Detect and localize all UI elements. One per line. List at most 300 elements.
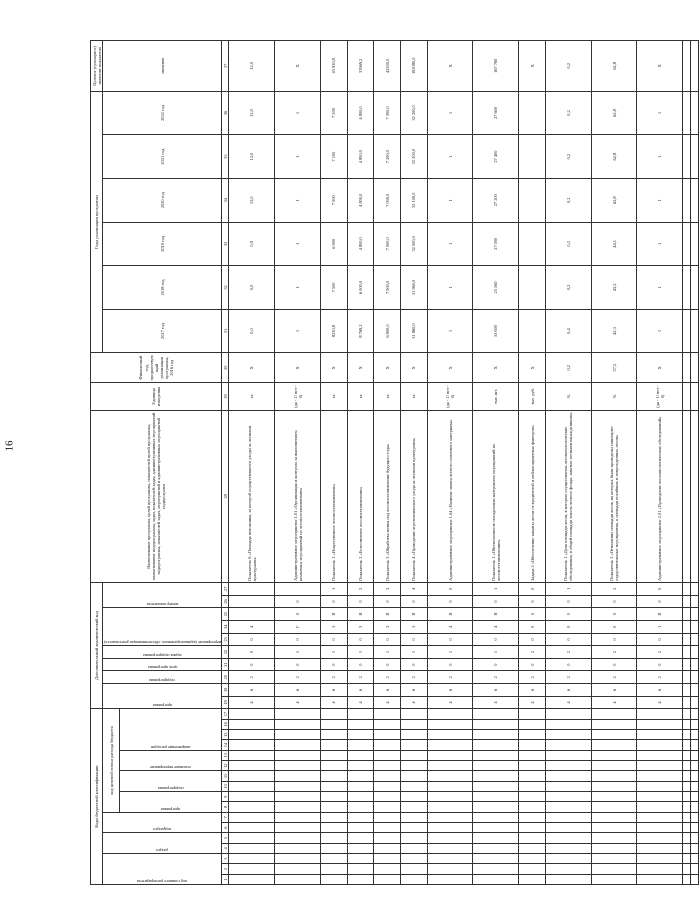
row-year-value: 6 800,0 xyxy=(374,309,401,353)
header-year: 2019 год xyxy=(103,222,222,266)
column-number: 29 xyxy=(222,383,229,411)
column-number: 3 xyxy=(222,854,229,864)
blank-cell xyxy=(691,730,699,740)
budget-code-cell xyxy=(545,854,591,864)
budget-code-cell xyxy=(637,874,683,884)
header-final-group: Целевое (суммарное) значение показателя xyxy=(91,41,103,92)
budget-code-cell xyxy=(401,823,428,833)
header-budget-codes: Коды бюджетной классификации xyxy=(91,709,103,885)
header-program xyxy=(120,792,222,813)
row-year-value: 7 000 xyxy=(320,178,347,222)
budget-code-cell xyxy=(591,864,637,874)
budget-code-cell xyxy=(374,802,401,812)
header-section xyxy=(103,833,222,854)
blank-cell xyxy=(691,792,699,802)
row-name: Показатель 3 «Обработка почвы под лесовосстановление будущего года» xyxy=(374,410,401,582)
analytic-code-cell: 1 xyxy=(320,646,347,659)
row-unit: га xyxy=(401,383,428,411)
analytic-code-cell: 0 xyxy=(545,608,591,621)
budget-code-cell xyxy=(427,719,473,729)
column-number: 8 xyxy=(222,802,229,812)
budget-code-cell xyxy=(519,823,546,833)
analytic-code-cell: 1 xyxy=(320,582,347,595)
budget-code-cell xyxy=(637,823,683,833)
budget-code-cell xyxy=(401,719,428,729)
budget-code-cell xyxy=(519,874,546,884)
analytic-code-cell: 0 xyxy=(347,595,374,608)
analytic-code-cell: 0 xyxy=(320,595,347,608)
budget-code-cell xyxy=(591,843,637,853)
row-final-value: 33969,2 xyxy=(347,41,374,92)
header-subsection xyxy=(103,812,222,833)
column-number: 20 xyxy=(222,671,229,684)
analytic-code-cell: 1 xyxy=(473,582,519,595)
row-year-value: 27 600 xyxy=(473,91,519,135)
column-number: 25 xyxy=(222,608,229,621)
analytic-code-cell: 1 xyxy=(401,646,428,659)
row-year-value: 44,1 xyxy=(591,222,637,266)
row-year-value: 0,2 xyxy=(545,91,591,135)
row-year-value: 7 000,0 xyxy=(374,222,401,266)
budget-code-cell xyxy=(401,771,428,781)
analytic-code-cell: 0 xyxy=(374,658,401,671)
analytic-code-cell: 0 xyxy=(275,608,321,621)
analytic-code-cell: Я xyxy=(347,608,374,621)
budget-code-cell xyxy=(519,761,546,771)
analytic-code-cell: 1 xyxy=(374,646,401,659)
budget-code-cell xyxy=(591,781,637,791)
analytic-code-cell: 1 xyxy=(275,646,321,659)
analytic-code-cell: 2 xyxy=(637,671,683,684)
blank-cell xyxy=(691,309,699,353)
column-number: 30 xyxy=(222,353,229,383)
analytic-code-cell: 0 xyxy=(374,595,401,608)
row-final-value: 12,0 xyxy=(229,41,275,92)
header-fin-year: Финансовый год, предшествующий реализации программы, 2016 год xyxy=(91,353,222,383)
budget-code-cell xyxy=(275,709,321,719)
header-year: 2021 год xyxy=(103,135,222,179)
row-year-value: 7 200 xyxy=(320,91,347,135)
budget-code-cell xyxy=(229,833,275,843)
analytic-code-cell: 0 xyxy=(591,608,637,621)
budget-code-cell xyxy=(374,854,401,864)
budget-code-cell xyxy=(473,719,519,729)
analytic-code-cell: Я xyxy=(637,608,683,621)
budget-code-cell xyxy=(473,833,519,843)
row-year-value: 1 xyxy=(275,178,321,222)
analytic-code-cell: 2 xyxy=(427,671,473,684)
analytic-code-cell: 0 xyxy=(519,620,546,633)
budget-code-cell xyxy=(347,874,374,884)
row-year-value: 0,2 xyxy=(545,178,591,222)
analytic-code-cell: 1 xyxy=(347,646,374,659)
budget-code-cell xyxy=(229,761,275,771)
budget-code-cell xyxy=(473,792,519,802)
row-unit: тыс. шт. xyxy=(473,383,519,411)
analytic-code-cell: 1 xyxy=(637,620,683,633)
blank-cell xyxy=(691,222,699,266)
budget-code-cell xyxy=(275,854,321,864)
blank-cell xyxy=(683,719,691,729)
analytic-code-cell: 0 xyxy=(401,633,428,646)
row-year-value: 62,8 xyxy=(591,178,637,222)
table-row xyxy=(591,41,637,885)
budget-code-cell xyxy=(637,864,683,874)
row-year-value: 1 xyxy=(637,91,683,135)
row-year-value: 12,0 xyxy=(229,178,275,222)
row-name: Показатель 2 «Естественное лесовосстановление» xyxy=(347,410,374,582)
table-row xyxy=(401,41,428,885)
rotated-table-area xyxy=(90,40,665,885)
budget-code-cell xyxy=(401,843,428,853)
header-vertical-text: раздел xyxy=(156,848,169,854)
analytic-code-cell xyxy=(275,582,321,595)
budget-code-cell xyxy=(275,864,321,874)
column-number: 16 xyxy=(222,719,229,729)
blank-cell xyxy=(691,410,699,582)
row-year-value: 1 xyxy=(275,135,321,179)
column-number: 15 xyxy=(222,730,229,740)
budget-code-cell xyxy=(637,812,683,822)
budget-code-cell xyxy=(427,750,473,760)
budget-code-cell xyxy=(229,802,275,812)
analytic-code-cell: 0 xyxy=(320,633,347,646)
row-year-value: 32 000,0 xyxy=(401,222,428,266)
budget-code-cell xyxy=(320,719,347,729)
row-final-value: Х xyxy=(427,41,473,92)
column-number: 7 xyxy=(222,812,229,822)
row-year-value xyxy=(519,135,546,179)
analytic-code-cell: 0 xyxy=(401,658,428,671)
column-number: 9 xyxy=(222,792,229,802)
budget-code-cell xyxy=(519,792,546,802)
row-year-value: 4 800,0 xyxy=(347,222,374,266)
blank-cell xyxy=(683,309,691,353)
analytic-code-cell xyxy=(229,595,275,608)
row-year-value: 0,2 xyxy=(545,135,591,179)
blank-cell xyxy=(683,620,691,633)
budget-code-cell xyxy=(545,874,591,884)
row-year-value: 4 800,0 xyxy=(347,178,374,222)
budget-code-cell xyxy=(229,864,275,874)
header-vertical-text: номер показателя xyxy=(146,602,178,608)
row-name: Задача 2 «Обеспечение защиты лесов от вредителей и неблагоприятных факторов» xyxy=(519,410,546,582)
analytic-code-cell: 3 xyxy=(347,620,374,633)
budget-code-cell xyxy=(320,781,347,791)
analytic-code-cell: 0 xyxy=(473,658,519,671)
budget-code-cell xyxy=(374,761,401,771)
budget-code-cell xyxy=(347,730,374,740)
analytic-code-cell: Я xyxy=(401,608,428,621)
row-year-value xyxy=(519,222,546,266)
analytic-code-cell: 0 xyxy=(229,646,275,659)
budget-code-cell xyxy=(374,730,401,740)
analytic-code-cell: 0 xyxy=(427,633,473,646)
header-vertical-text: программа xyxy=(152,703,172,709)
header-year: 2018 год xyxy=(103,266,222,310)
column-number: 12 xyxy=(222,761,229,771)
analytic-code-cell: 2 xyxy=(519,646,546,659)
budget-code-cell xyxy=(519,750,546,760)
row-final-value: 192080,0 xyxy=(401,41,428,92)
budget-code-cell xyxy=(637,709,683,719)
row-unit: га xyxy=(229,383,275,411)
budget-code-cell xyxy=(473,781,519,791)
budget-code-cell xyxy=(591,874,637,884)
analytic-code-cell: 0 xyxy=(347,658,374,671)
budget-code-cell xyxy=(401,761,428,771)
blank-cell xyxy=(683,178,691,222)
row-year-value: 31 960,0 xyxy=(401,266,428,310)
column-number: 36 xyxy=(222,91,229,135)
budget-code-cell xyxy=(275,750,321,760)
row-name: Показатель 6 «Площадь питомника, за которой осуществляются уходы за лесными культурами» xyxy=(229,410,275,582)
row-year-value: 27 400 xyxy=(473,135,519,179)
row-year-value: 7 300,0 xyxy=(374,91,401,135)
analytic-code-cell: 4 xyxy=(427,620,473,633)
row-year-value: 32 200,0 xyxy=(401,91,428,135)
blank-cell xyxy=(683,383,691,411)
budget-code-cell xyxy=(591,792,637,802)
column-number: 19 xyxy=(222,684,229,697)
budget-code-cell xyxy=(374,740,401,750)
budget-code-cell xyxy=(519,781,546,791)
budget-code-cell xyxy=(591,802,637,812)
budget-code-cell xyxy=(347,833,374,843)
budget-code-cell xyxy=(591,833,637,843)
budget-code-cell xyxy=(545,740,591,750)
blank-cell xyxy=(683,792,691,802)
budget-code-cell xyxy=(637,761,683,771)
analytic-code-cell: 0 xyxy=(637,633,683,646)
analytic-code-cell: 4 xyxy=(427,696,473,709)
budget-code-cell xyxy=(637,730,683,740)
budget-code-cell xyxy=(374,864,401,874)
column-number: 4 xyxy=(222,843,229,853)
budget-code-cell xyxy=(401,874,428,884)
analytic-code-cell: 0 xyxy=(427,595,473,608)
row-year-value xyxy=(519,266,546,310)
table-row xyxy=(473,41,519,885)
budget-code-cell xyxy=(374,843,401,853)
budget-code-cell xyxy=(545,761,591,771)
analytic-code-cell: 6 xyxy=(401,684,428,697)
blank-cell xyxy=(691,709,699,719)
blank-cell xyxy=(691,135,699,179)
analytic-code-cell: 0 xyxy=(519,582,546,595)
row-final-value: Х xyxy=(275,41,321,92)
budget-code-cell xyxy=(519,802,546,812)
blank-cell xyxy=(691,178,699,222)
analytic-code-cell: 2 xyxy=(347,671,374,684)
header-indicator xyxy=(103,582,222,607)
row-year-value: 32 100,0 xyxy=(401,178,428,222)
analytic-code-cell: 0 xyxy=(347,633,374,646)
row-year-value: 1 xyxy=(637,266,683,310)
blank-cell xyxy=(683,761,691,771)
row-name: Показатель 1 «Искусственное лесовосстановление» xyxy=(320,410,347,582)
budget-code-cell xyxy=(320,864,347,874)
budget-code-cell xyxy=(347,823,374,833)
budget-code-cell xyxy=(473,730,519,740)
row-year-value xyxy=(519,309,546,353)
row-year-value: 0,2 xyxy=(545,266,591,310)
budget-code-cell xyxy=(401,750,428,760)
budget-code-cell xyxy=(374,771,401,781)
analytic-code-cell: 6 xyxy=(229,684,275,697)
blank-cell xyxy=(683,608,691,621)
column-numbers-row xyxy=(222,41,229,885)
row-year-value: 32 200,0 xyxy=(401,135,428,179)
row-year-value: 12,0 xyxy=(229,91,275,135)
budget-code-cell xyxy=(347,802,374,812)
analytic-code-cell: 4 xyxy=(401,696,428,709)
budget-code-cell xyxy=(401,802,428,812)
column-number: 17 xyxy=(222,709,229,719)
blank-cell xyxy=(683,266,691,310)
row-year-value: 1 xyxy=(275,91,321,135)
budget-code-cell xyxy=(591,761,637,771)
column-number: 13 xyxy=(222,750,229,760)
analytic-code-cell: 2 xyxy=(545,646,591,659)
budget-code-cell xyxy=(591,854,637,864)
row-year-value: 4 800,0 xyxy=(347,91,374,135)
blank-cell xyxy=(691,595,699,608)
blank-cell xyxy=(683,684,691,697)
budget-code-cell xyxy=(473,761,519,771)
header-target xyxy=(103,658,222,671)
row-year-value: 4 800,0 xyxy=(347,135,374,179)
budget-code-cell xyxy=(229,771,275,781)
table-row xyxy=(347,41,374,885)
blank-cell xyxy=(691,582,699,595)
budget-code-cell xyxy=(401,781,428,791)
header-subprogram-col xyxy=(103,671,222,684)
analytic-code-cell: 0 xyxy=(229,658,275,671)
row-unit: (да - 1/ нет - 0) xyxy=(637,383,683,411)
column-number: 11 xyxy=(222,771,229,781)
row-unit: тыс. руб. xyxy=(519,383,546,411)
row-base-year: Х xyxy=(275,353,321,383)
header-vertical-text: подпрограмма xyxy=(157,786,184,792)
analytic-code-cell: 0 xyxy=(591,633,637,646)
row-base-year: Х xyxy=(401,353,428,383)
budget-code-cell xyxy=(473,812,519,822)
budget-code-cell xyxy=(275,730,321,740)
blank-cell xyxy=(683,771,691,781)
budget-code-cell xyxy=(320,761,347,771)
budget-code-cell xyxy=(374,792,401,802)
blank-cell xyxy=(691,671,699,684)
row-year-value: 1 xyxy=(427,91,473,135)
budget-code-cell xyxy=(473,823,519,833)
budget-code-cell xyxy=(545,802,591,812)
analytic-code-cell: 0 xyxy=(519,595,546,608)
budget-code-cell xyxy=(347,761,374,771)
budget-code-cell xyxy=(545,843,591,853)
blank-cell xyxy=(691,823,699,833)
budget-code-cell xyxy=(347,792,374,802)
analytic-code-cell: 0 xyxy=(591,658,637,671)
budget-code-cell xyxy=(275,812,321,822)
budget-code-cell xyxy=(427,761,473,771)
table-row xyxy=(427,41,473,885)
budget-code-cell xyxy=(320,709,347,719)
header-task xyxy=(103,646,222,659)
budget-code-cell xyxy=(374,823,401,833)
analytic-code-cell: 0 xyxy=(473,633,519,646)
budget-code-cell xyxy=(275,761,321,771)
table-row xyxy=(229,41,275,885)
column-number: 24 xyxy=(222,620,229,633)
row-year-value: 1 xyxy=(427,266,473,310)
blank-cell xyxy=(691,383,699,411)
blank-cell xyxy=(691,771,699,781)
analytic-code-cell: 0 xyxy=(275,595,321,608)
budget-code-cell xyxy=(591,740,637,750)
blank-cell xyxy=(683,595,691,608)
row-final-value: 62,8 xyxy=(591,41,637,92)
blank-cell xyxy=(683,696,691,709)
budget-code-cell xyxy=(427,792,473,802)
budget-code-cell xyxy=(427,864,473,874)
budget-code-cell xyxy=(427,740,473,750)
budget-code-cell xyxy=(519,843,546,853)
table-row xyxy=(545,41,591,885)
budget-code-cell xyxy=(637,740,683,750)
budget-code-cell xyxy=(427,730,473,740)
row-year-value: 62,8 xyxy=(591,91,637,135)
budget-code-cell xyxy=(320,854,347,864)
header-vertical-text: код главного распорядителя xyxy=(137,879,188,884)
row-unit: га xyxy=(374,383,401,411)
budget-code-cell xyxy=(275,843,321,853)
row-year-value: 7 000,0 xyxy=(374,178,401,222)
budget-code-cell xyxy=(591,771,637,781)
analytic-code-cell: 4 xyxy=(637,696,683,709)
row-final-value: 0,2 xyxy=(545,41,591,92)
row-base-year: Х xyxy=(374,353,401,383)
column-number: 22 xyxy=(222,646,229,659)
budget-code-cell xyxy=(347,781,374,791)
row-year-value: 1 xyxy=(275,222,321,266)
blank-cell xyxy=(683,671,691,684)
analytic-code-cell: 0 xyxy=(519,633,546,646)
budget-code-cell xyxy=(427,833,473,843)
row-year-value xyxy=(519,91,546,135)
row-name: Административное мероприятие 2.01 «Проведение лесопатологических обследований» xyxy=(637,410,683,582)
analytic-code-cell: Я xyxy=(374,608,401,621)
budget-code-cell xyxy=(229,874,275,884)
analytic-code-cell: 6 xyxy=(519,684,546,697)
budget-code-cell xyxy=(427,854,473,864)
row-name: Административное мероприятие 1.04 «Наличие запаса лесного семенного материала» xyxy=(427,410,473,582)
analytic-code-cell: Г xyxy=(275,620,321,633)
analytic-code-cell: 0 xyxy=(275,658,321,671)
page-number xyxy=(0,0,18,905)
budget-code-cell xyxy=(374,709,401,719)
budget-code-cell xyxy=(229,812,275,822)
budget-code-cell xyxy=(275,823,321,833)
header-value: значение xyxy=(103,41,222,92)
table-row xyxy=(519,41,546,885)
analytic-code-cell: 4 xyxy=(320,696,347,709)
rotated-table xyxy=(90,40,665,885)
row-year-value: 8 769,2 xyxy=(347,309,374,353)
budget-code-cell xyxy=(347,812,374,822)
analytic-code-cell: 0 xyxy=(545,595,591,608)
row-year-value: 0,0 xyxy=(229,309,275,353)
